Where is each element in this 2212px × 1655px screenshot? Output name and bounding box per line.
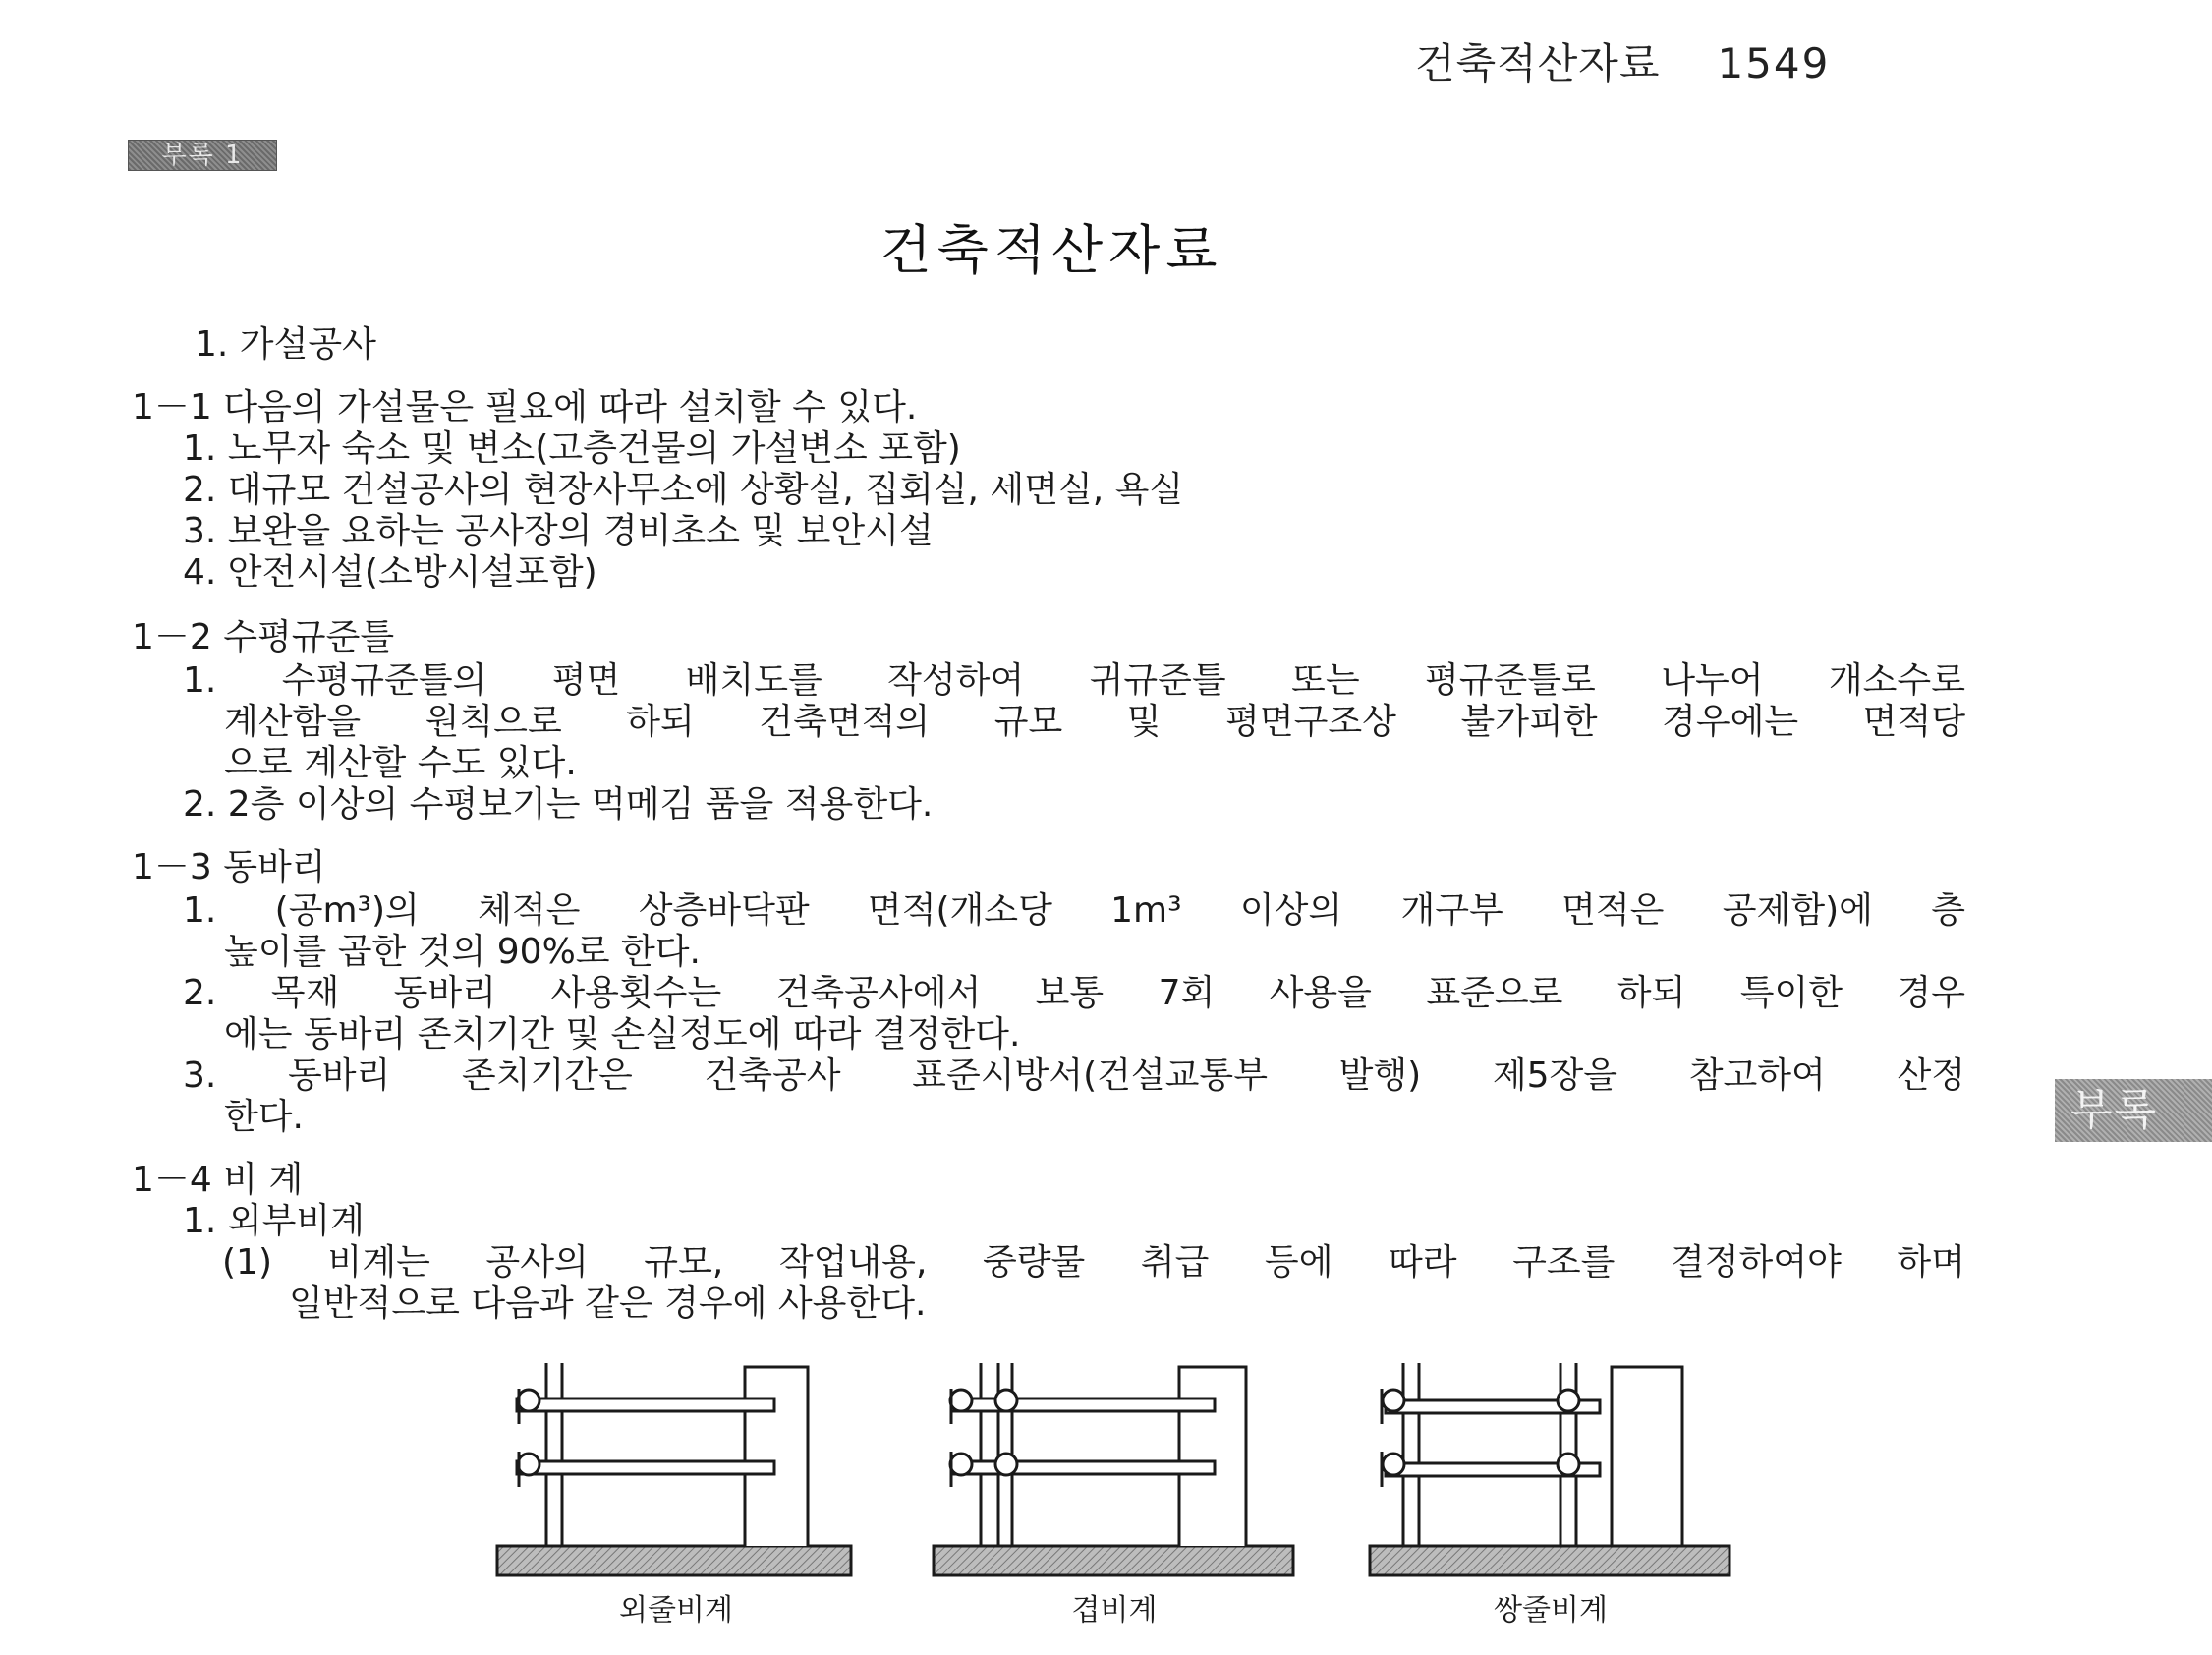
paragraph-line: 일반적으로 다음과 같은 경우에 사용한다.: [289, 1284, 927, 1324]
running-title: 건축적산자료: [1415, 39, 1661, 87]
list-item: 4. 안전시설(소방시설포함): [183, 552, 597, 593]
paragraph-line: 1. 수평규준틀의 평면 배치도를 작성하여 귀규준틀 또는 평규준틀로 나누어 개소수로: [183, 660, 1965, 701]
page-number: 1549: [1717, 39, 1831, 87]
list-item: 1. 노무자 숙소 및 변소(고층건물의 가설변소 포함): [183, 428, 961, 469]
subsection-heading-1-2: 1－2 수평규준틀: [132, 617, 395, 657]
paragraph-line: 계산함을 원칙으로 하되 건축면적의 규모 및 평면구조상 불가피한 경우에는 면적당: [224, 702, 1965, 742]
appendix-side-tab: 부록: [2055, 1079, 2212, 1142]
figure-caption: 쌍줄비계: [1494, 1593, 1608, 1627]
subsection-sub-heading: 1. 외부비계: [183, 1201, 365, 1241]
page-title: 건축적산자료: [879, 219, 1223, 281]
list-item: 3. 보완을 요하는 공사장의 경비초소 및 보안시설: [183, 511, 934, 551]
single-row-scaffold: [497, 1363, 851, 1575]
paragraph-line: 높이를 곱한 것의 90%로 한다.: [224, 932, 701, 972]
paragraph-line: 2. 목재 동바리 사용횟수는 건축공사에서 보통 7회 사용을 표준으로 하되 특이한 경우: [183, 973, 1965, 1013]
paragraph-line: 1. (공m³)의 체적은 상층바닥판 면적(개소당 1m³ 이상의 개구부 면적은 공제함)에 층: [183, 890, 1965, 931]
list-item: 2. 대규모 건설공사의 현장사무소에 상황실, 집회실, 세면실, 욕실: [183, 470, 1184, 510]
subsection-heading-1-4: 1－4 비 계: [132, 1160, 304, 1200]
subsection-heading-1-3: 1－3 동바리: [132, 847, 326, 887]
paragraph-line: 에는 동바리 존치기간 및 손실정도에 따라 결정한다.: [224, 1014, 1021, 1055]
paragraph-line: 2. 2층 이상의 수평보기는 먹메김 품을 적용한다.: [183, 784, 934, 825]
paragraph-line: 으로 계산할 수도 있다.: [224, 743, 577, 783]
figure-caption: 외줄비계: [619, 1593, 733, 1627]
paragraph-line: (1) 비계는 공사의 규모, 작업내용, 중량물 취급 등에 따라 구조를 결정하여야 하며: [222, 1242, 1965, 1283]
double-row-scaffold: [1370, 1363, 1730, 1575]
paragraph-line: 한다.: [224, 1097, 304, 1137]
paragraph-line: 3. 동바리 존치기간은 건축공사 표준시방서(건설교통부 발행) 제5장을 참고하여 산정: [183, 1056, 1965, 1096]
section-heading: 1. 가설공사: [195, 324, 376, 365]
running-head: [1415, 31, 1830, 90]
double-scaffold: [934, 1363, 1293, 1575]
appendix-badge: 부록 1: [128, 140, 277, 171]
scaffold-diagram: [489, 1351, 1747, 1609]
scaffold-figure: [489, 1351, 1747, 1627]
subsection-heading-1-1: 1－1 다음의 가설물은 필요에 따라 설치할 수 있다.: [132, 387, 918, 428]
figure-caption: 겹비계: [1071, 1593, 1158, 1627]
